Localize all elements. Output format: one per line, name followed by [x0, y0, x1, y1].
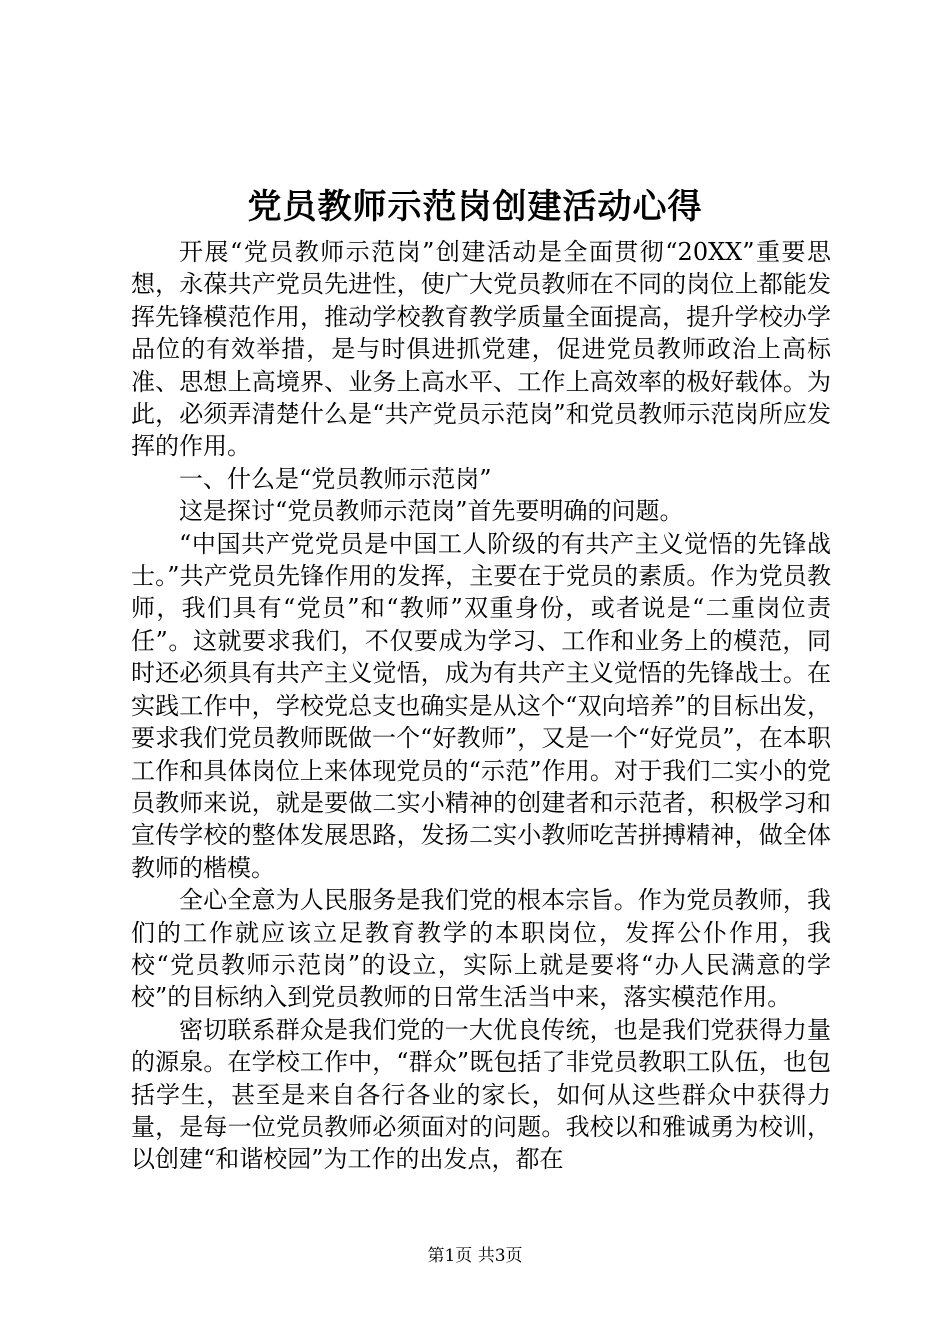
document-title: 党员教师示范岗创建活动心得	[247, 187, 703, 227]
page-number-footer: 第1页 共3页	[427, 1246, 523, 1266]
paragraph: 这是探讨“党员教师示范岗”首先要明确的问题。	[179, 497, 684, 526]
paragraph: 开展“党员教师示范岗”创建活动是全面贯彻“20XX”重要思想，永葆共产党员先进性，使广大党员教师在不同的岗位上都能发挥先锋模范作用，推动学校教育教学质量全面提高，提升学校办学品位的有效举措，是与时俱进抓党建，促进党员教师政治上高标准、思想上高境界、业务上高水平、工作上高效率的极好载体。为此，必须弄清楚什么是“共产党员示范岗”和党员教师示范岗所应发挥的作用。	[131, 238, 831, 461]
paragraph: 全心全意为人民服务是我们党的根本宗旨。作为党员教师，我们的工作就应该立足教育教学的本职岗位，发挥公仆作用，我校“党员教师示范岗”的设立，实际上就是要将“办人民满意的学校”的目标纳入到党员教师的日常生活当中来，落实模范作用。	[131, 886, 831, 1012]
paragraph: 密切联系群众是我们党的一大优良传统，也是我们党获得力量的源泉。在学校工作中，“群众”既包括了非党员教职工队伍，也包括学生，甚至是来自各行各业的家长，如何从这些群众中获得力量，是每一位党员教师必须面对的问题。我校以和雅诚勇为校训，以创建“和谐校园”为工作的出发点，都在	[131, 1015, 831, 1174]
section-heading: 一、什么是“党员教师示范岗”	[179, 464, 492, 493]
document-body	[131, 236, 831, 1176]
paragraph: “中国共产党党员是中国工人阶级的有共产主义觉悟的先锋战士。”共产党员先锋作用的发挥，主要在于党员的素质。作为党员教师，我们具有“党员”和“教师”双重身份，或者说是“二重岗位责任”。这就要求我们，不仅要成为学习、工作和业务上的模范，同时还必须具有共产主义觉悟，成为有共产主义觉悟的先锋战士。在实践工作中，学校党总支也确实是从这个“双向培养”的目标出发，要求我们党员教师既做一个“好教师”，又是一个“好党员”，在本职工作和具体岗位上来体现党员的“示范”作用。对于我们二实小的党员教师来说，就是要做二实小精神的创建者和示范者，积极学习和宣传学校的整体发展思路，发扬二实小教师吃苦拼搏精神，做全体教师的楷模。	[131, 529, 831, 882]
